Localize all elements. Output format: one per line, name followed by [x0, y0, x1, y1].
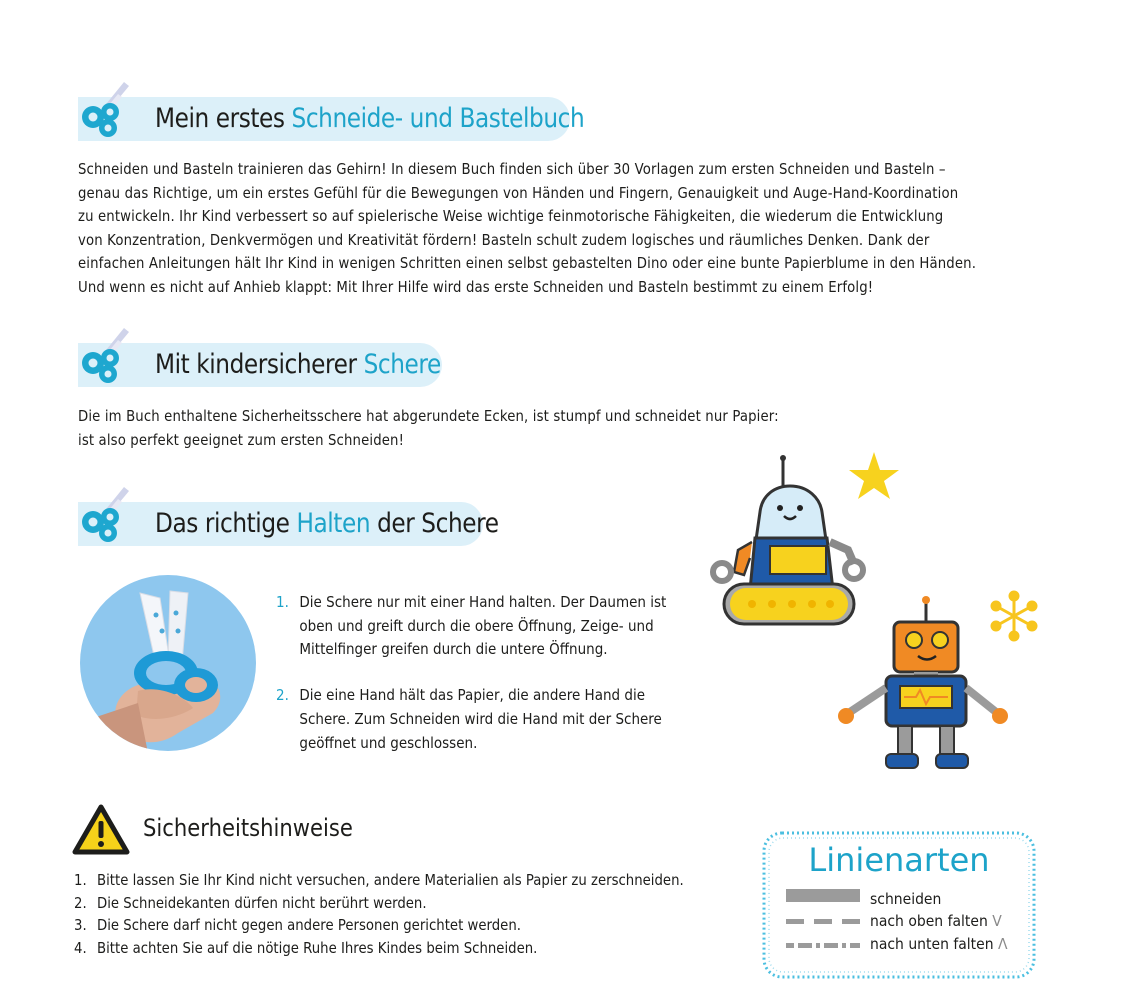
heading-holding-text: Das richtige Halten der Schere: [155, 508, 499, 539]
hand-scissors-photo: [78, 573, 258, 753]
step-line: Schere. Zum Schneiden wird die Hand mit der Schere: [299, 709, 662, 728]
step-line: oben und greift durch die obere Öffnung, Zeige- und: [299, 616, 654, 635]
step-line: geöffnet und geschlossen.: [299, 733, 478, 752]
safety-item: 1. Bitte lassen Sie Ihr Kind nicht versuchen, andere Materialien als Papier zu zerschneiden.: [74, 871, 684, 889]
step-line: Die Schere nur mit einer Hand halten. Der Daumen ist: [299, 593, 667, 611]
intro-paragraph: [78, 158, 976, 300]
fold-down-icon: Λ: [998, 935, 1008, 953]
intro-line: von Konzentration, Denkvermögen und Kreativität fördern! Basteln schult zudem logisches und räumliches Denken. Dank der: [78, 230, 930, 249]
scissors-icon: [74, 326, 138, 390]
heading-intro-text: Mein erstes Schneide- und Bastelbuch: [155, 103, 585, 134]
warning-icon: [72, 804, 130, 856]
scissors-paragraph: [78, 405, 779, 452]
intro-line: Und wenn es nicht auf Anhieb klappt: Mit Ihrer Hilfe wird das erste Schneiden und Basteln bestimmt zu einem Erfolg!: [78, 277, 874, 296]
scissors-icon: [74, 485, 138, 549]
line-solid-sample: [786, 889, 860, 902]
step-line: Mittelfinger greifen durch die untere Öffnung.: [299, 640, 608, 659]
scissors-line: ist also perfekt geeignet zum ersten Schneiden!: [78, 430, 405, 449]
step-item: [276, 591, 667, 662]
step-line: Die eine Hand hält das Papier, die andere Hand die: [299, 686, 646, 705]
step-number: 2.: [276, 686, 289, 705]
intro-line: genau das Richtige, um ein erstes Gefühl für die Bewegungen von Händen und Fingern, Genauigkeit und Auge-Hand-Koordination: [78, 183, 959, 202]
heading-scissors: [78, 343, 442, 387]
line-types-box: [760, 829, 1038, 981]
line-dashed-sample: [786, 919, 860, 924]
scissors-line: Die im Buch enthaltene Sicherheitsschere hat abgerundete Ecken, ist stumpf und schneidet nur Papier:: [78, 407, 779, 425]
safety-list: [74, 869, 684, 959]
intro-line: Schneiden und Basteln trainieren das Gehirn! In diesem Buch finden sich über 30 Vorlagen zum ersten Schneiden und Basteln –: [78, 160, 946, 178]
snowflake-icon: [992, 592, 1036, 640]
heading-intro: [78, 97, 585, 141]
star-icon: [849, 452, 899, 499]
holding-steps: [276, 591, 667, 777]
heading-scissors-text: Mit kindersicherer Schere: [155, 349, 441, 380]
safety-item: 4. Bitte achten Sie auf die nötige Ruhe Ihres Kindes beim Schneiden.: [74, 938, 538, 957]
safety-title: Sicherheitshinweise: [143, 814, 353, 842]
intro-line: einfachen Anleitungen hält Ihr Kind in wenigen Schritten einen selbst gebastelten Dino oder eine bunte Papierblume in den Händen.: [78, 254, 977, 273]
heading-holding: [78, 502, 499, 546]
step-number: 1.: [276, 593, 289, 611]
line-type-row: nach unten falten Λ: [870, 935, 1008, 953]
safety-item: 3. Die Schere darf nicht gegen andere Personen gerichtet werden.: [74, 916, 521, 935]
line-types-title: Linienarten: [808, 841, 990, 879]
step-item: [276, 684, 663, 755]
robot-illustration: [700, 450, 1040, 780]
scissors-icon: [74, 80, 138, 144]
intro-line: zu entwickeln. Ihr Kind verbessert so auf spielerische Weise wichtige feinmotorische Fähigkeiten, die wiederum die Entwicklung: [78, 207, 944, 226]
line-type-row: nach oben falten V: [870, 912, 1002, 930]
fold-up-icon: V: [992, 912, 1002, 930]
safety-item: 2. Die Schneidekanten dürfen nicht berührt werden.: [74, 893, 427, 912]
line-type-row: schneiden: [870, 890, 942, 908]
